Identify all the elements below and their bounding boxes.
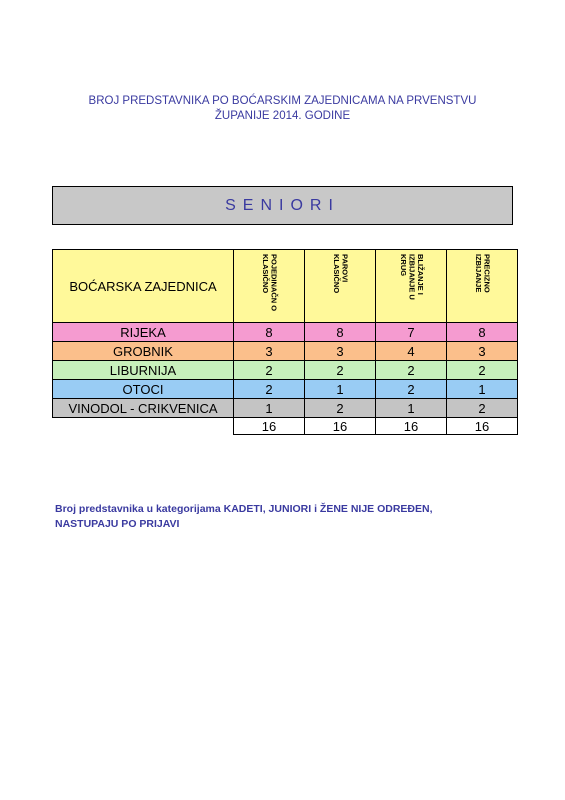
header-pojedinacno-klasicno (234, 250, 305, 323)
table-row (53, 380, 518, 399)
cell-value: 1 (447, 380, 518, 399)
cell-value: 4 (376, 342, 447, 361)
footnote-line-2: NASTUPAJU PO PRIJAVI (55, 518, 180, 530)
row-name: RIJEKA (53, 323, 234, 342)
table-row (53, 399, 518, 418)
section-heading-seniori: SENIORI (52, 186, 513, 225)
table-header-row (53, 250, 518, 323)
cell-value: 2 (447, 399, 518, 418)
total-value: 16 (447, 418, 518, 435)
cell-value: 7 (376, 323, 447, 342)
total-value: 16 (305, 418, 376, 435)
row-name: OTOCI (53, 380, 234, 399)
totals-blank (53, 418, 234, 435)
page-title (0, 94, 565, 124)
title-line-1: BROJ PREDSTAVNIKA PO BOĆARSKIM ZAJEDNICAMA NA PRVENSTVU (88, 95, 477, 107)
cell-value: 8 (447, 323, 518, 342)
title-line-2: ŽUPANIJE 2014. GODINE (214, 110, 351, 122)
header-bocarska-zajednica: BOĆARSKA ZAJEDNICA (53, 250, 234, 323)
cell-value: 2 (447, 361, 518, 380)
cell-value: 2 (305, 361, 376, 380)
header-blizanje-izbijanje-krug (376, 250, 447, 323)
cell-value: 1 (305, 380, 376, 399)
table-row (53, 361, 518, 380)
row-name: LIBURNIJA (53, 361, 234, 380)
header-label: PAROVI KLASIČNO (332, 254, 350, 294)
header-label: POJEDINAČN O KLASIČNO (261, 254, 279, 312)
table-row (53, 323, 518, 342)
header-parovi-klasicno (305, 250, 376, 323)
representatives-table (52, 249, 518, 435)
cell-value: 2 (305, 399, 376, 418)
cell-value: 2 (234, 361, 305, 380)
cell-value: 3 (447, 342, 518, 361)
row-name: VINODOL - CRIKVENICA (53, 399, 234, 418)
header-label: PRECIZNO IZBIJANJE (474, 254, 492, 293)
header-precizno-izbijanje (447, 250, 518, 323)
total-value: 16 (234, 418, 305, 435)
cell-value: 3 (305, 342, 376, 361)
totals-row (53, 418, 518, 435)
cell-value: 2 (376, 361, 447, 380)
header-label: BLIŽANJE I IZBIJANJE U KRUG (398, 254, 425, 300)
cell-value: 2 (376, 380, 447, 399)
footnote-line-1: Broj predstavnika u kategorijama KADETI, JUNIORI i ŽENE NIJE ODREĐEN, (55, 503, 433, 515)
cell-value: 2 (234, 380, 305, 399)
cell-value: 8 (305, 323, 376, 342)
table-row (53, 342, 518, 361)
footnote (55, 502, 515, 532)
total-value: 16 (376, 418, 447, 435)
cell-value: 1 (376, 399, 447, 418)
cell-value: 8 (234, 323, 305, 342)
cell-value: 3 (234, 342, 305, 361)
row-name: GROBNIK (53, 342, 234, 361)
cell-value: 1 (234, 399, 305, 418)
